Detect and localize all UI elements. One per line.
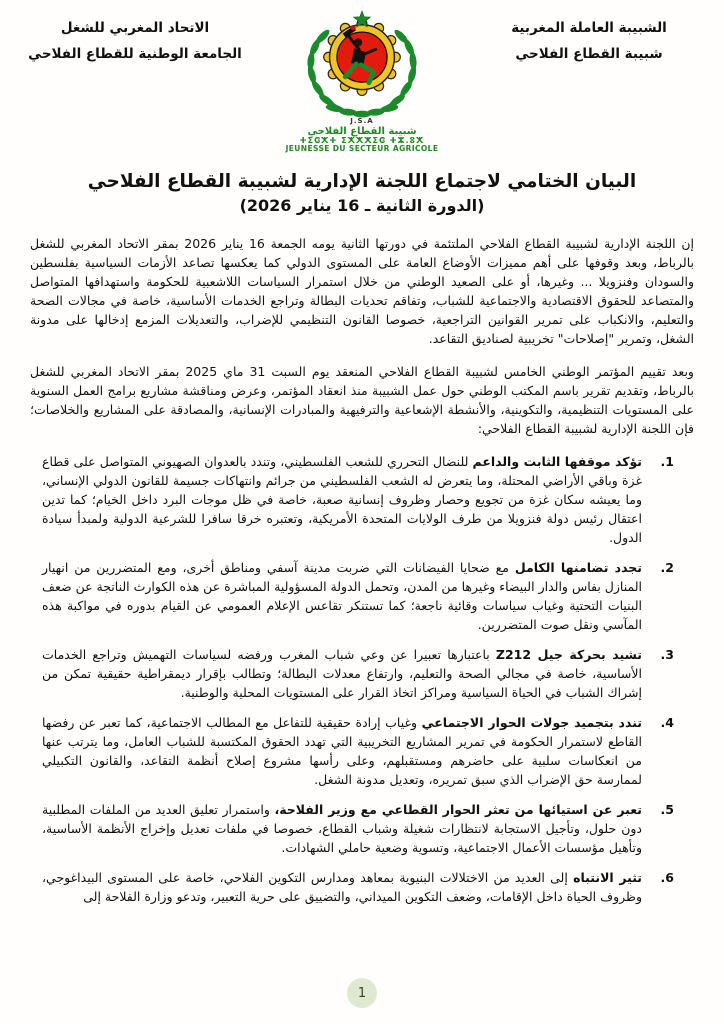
jsa-emblem-icon — [296, 10, 428, 120]
list-item — [42, 645, 674, 702]
logo-arabic-text: شبيبة القطاع الفلاحي — [307, 125, 417, 137]
item-rest: وغياب إرادة حقيقية للتفاعل مع المطالب الاجتماعية، كما تعبر عن رفضها القاطع لاستمرار الحكومة في تمرير المشاريع التخريبية التي تهدد الحقوق المكتسبة للشباب العامل، وما يترتب عنها من انعكاسات سلبية على حاضرهم ومستقبلهم، وعلى رأسها مشروع إصلاح أنظمة التقاعد، والقانون التكبيلي لممارسة حق الإضراب الذي سبق تمريره، وتعديل مدونة الشغل. — [42, 714, 642, 787]
jsa-logo — [282, 10, 442, 154]
item-text — [42, 800, 642, 857]
statement-session: (الدورة الثانية ـ 16 يناير 2026) — [239, 196, 485, 216]
logo-french-text: JEUNESSE DU SECTEUR AGRICOLE — [285, 144, 439, 154]
item-rest: مع ضحايا الفيضانات التي ضربت مدينة آسفي ومناطق أخرى، ومع المتضررين من انهيار المنازل بفاس والدار البيضاء وغيرها من المدن، وتحمل الدولة المسؤولية المباشرة عن هذه الكوارث الناتجة عن ضعف البنيات التحتية وغياب سياسات وقائية ناجعة؛ كما تستنكر تقاعس الإعلام العمومي عن القيام بدوره في مواكبة هذه المآسي ونقل صوت المتضررين. — [42, 559, 642, 632]
item-lead: تثير الانتباه — [573, 869, 643, 885]
item-rest: باعتبارها تعبيرا عن وعي شباب المغرب ورفضه لسياسات التهميش وتراجع الخدمات الأساسية، خاصة في مجالي الصحة والتعليم، وارتفاع معدلات البطالة؛ وتطالب بإقرار ديمقراطية حقيقية تمكن من إشراك الشباب في الحياة السياسية ومراكز اتخاذ القرار على المستويات المحلية والوطنية. — [42, 646, 642, 700]
logo-tifinagh-text: ⵜⵉⵛⵅⵜ ⵉⵅⵅⵅⵉⵛ ⵜⵣ.ⵓⵅ — [299, 135, 425, 145]
item-text — [42, 558, 642, 634]
org-left-line1: الاتحاد المغربي للشغل — [60, 20, 210, 36]
item-lead: تشيد بحركة جيل Z212 — [495, 646, 642, 662]
item-lead: تندد بتجميد جولات الحوار الاجتماعي — [421, 714, 642, 730]
item-text — [42, 713, 642, 789]
intro-paragraph-2: وبعد تقييم المؤتمر الوطني الخامس لشبيبة القطاع الفلاحي المنعقد يوم السبت 31 ماي 2025 بمقر الاتحاد المغربي للشغل بالرباط، وتقديم تقرير باسم المكتب الوطني حول عمل الشبيبة منذ انعقاد المؤتمر، وعرض ومناقشة مشاريع برامج العمل السنوية على المستويات التنظيمية، والتكوينية، والأنشطة الإشعاعية والترفيهية والمبادرات الإنسانية، والمصادقة على المشاريع والخلاصات؛ فإن اللجنة الإدارية لشبيبة القطاع الفلاحي: — [30, 363, 694, 436]
list-item — [42, 713, 674, 789]
item-text — [42, 645, 642, 702]
item-text — [42, 868, 642, 906]
intro-paragraph-1: إن اللجنة الإدارية لشبيبة القطاع الفلاحي الملتئمة في دورتها الثانية يومه الجمعة 16 يناير 2026 بمقر الاتحاد المغربي للشغل بالرباط، وبعد وقوفها على أهم مميزات الأوضاع العامة على المستوى الدولي كما يعكسها تصاعد الأزمات السياسية بفلسطين والسودان وفنزويلا ... وغيرها، أو على الصعيد الوطني من خلال استمرار السياسات اللاشعبية للحكومة واستهدافها المتواصل والمتصاعد للحقوق الاقتصادية والاجتماعية للشباب، وتفاقم تحديات البطالة وتراجع الخدمات الأساسية، خاصة في مجالات الصحة والتعليم، والانكباب على تمرير القوانين التراجعية، خصوصا القانون التنظيمي للإضراب، والتعديلات المزمع إدخالها على مدونة الشغل، وتمرير "إصلاحات" تخريبية لصناديق التقاعد. — [30, 235, 695, 346]
statement-body — [0, 218, 724, 906]
item-number: 1. — [660, 453, 674, 469]
list-item — [42, 452, 674, 547]
resolutions-list — [42, 452, 674, 906]
org-name-left — [22, 10, 248, 67]
item-text — [42, 452, 642, 547]
list-item — [42, 868, 674, 906]
item-number: 3. — [660, 646, 674, 662]
item-rest: إلى العديد من الاختلالات البنيوية بمعاهد ومدارس التكوين الفلاحي، خاصة على المستوى البيداغوجي، وظروف الحياة داخل الإقامات، وضعف التكوين الميداني، والتضييق على حرية التعبير، وتدعو وزارة الفلاحة إلى — [42, 869, 642, 904]
document-header — [0, 0, 724, 154]
item-number: 2. — [660, 559, 674, 575]
item-rest: واستمرار تعليق العديد من الملفات المطلبية دون حلول، وتأجيل الاستجابة لانتظارات شغيلة وشباب القطاع، خصوصا في ملفات تعديل وإخراج الأنظمة الأساسية، وتأهيل مؤسسات الأعمال الاجتماعية، وتسوية وضعية حاملي الشهادات. — [42, 801, 642, 855]
list-item — [42, 800, 674, 857]
item-number: 5. — [660, 801, 674, 817]
item-lead: تؤكد موقفها الثابت والداعم — [472, 453, 642, 469]
org-right-line2: شبيبة القطاع الفلاحي — [515, 45, 663, 62]
logo-abbr-text: J.S.A — [350, 117, 374, 125]
item-number: 4. — [660, 714, 674, 730]
org-left-line2: الجامعة الوطنية للقطاع الفلاحي — [28, 45, 242, 62]
page-number-badge: 1 — [347, 978, 377, 1008]
org-right-line1: الشبيبة العاملة المغربية — [511, 20, 667, 36]
statement-title-block — [0, 168, 724, 218]
item-lead: تجدد تضامنها الكامل — [514, 559, 642, 575]
org-name-right — [476, 10, 702, 67]
list-item — [42, 558, 674, 634]
item-number: 6. — [660, 869, 674, 885]
item-lead: تعبر عن استيائها من تعثر الحوار القطاعي مع وزير الفلاحة، — [274, 801, 642, 817]
item-rest: للنضال التحرري للشعب الفلسطيني، وتندد بالعدوان الصهيوني المتواصل على قطاع غزة وباقي الأراضي المحتلة، وما يتعرض له الشعب الفلسطيني من جرائم وانتهاكات جسيمة للقانون الدولي الإنساني، وما يعيشه سكان غزة من تجويع وحصار وظروف إنسانية صعبة، خاصة في ظل موجات البرد داخل الخيام؛ كما تدين اعتقال رئيس دولة فنزويلا من طرف الولايات المتحدة الأمريكية، وتعتبره خرقا سافرا للشرعية الدولية ولمبدأ سيادة الدول. — [42, 453, 642, 545]
statement-title: البيان الختامي لاجتماع اللجنة الإدارية لشبيبة القطاع الفلاحي — [87, 170, 637, 192]
